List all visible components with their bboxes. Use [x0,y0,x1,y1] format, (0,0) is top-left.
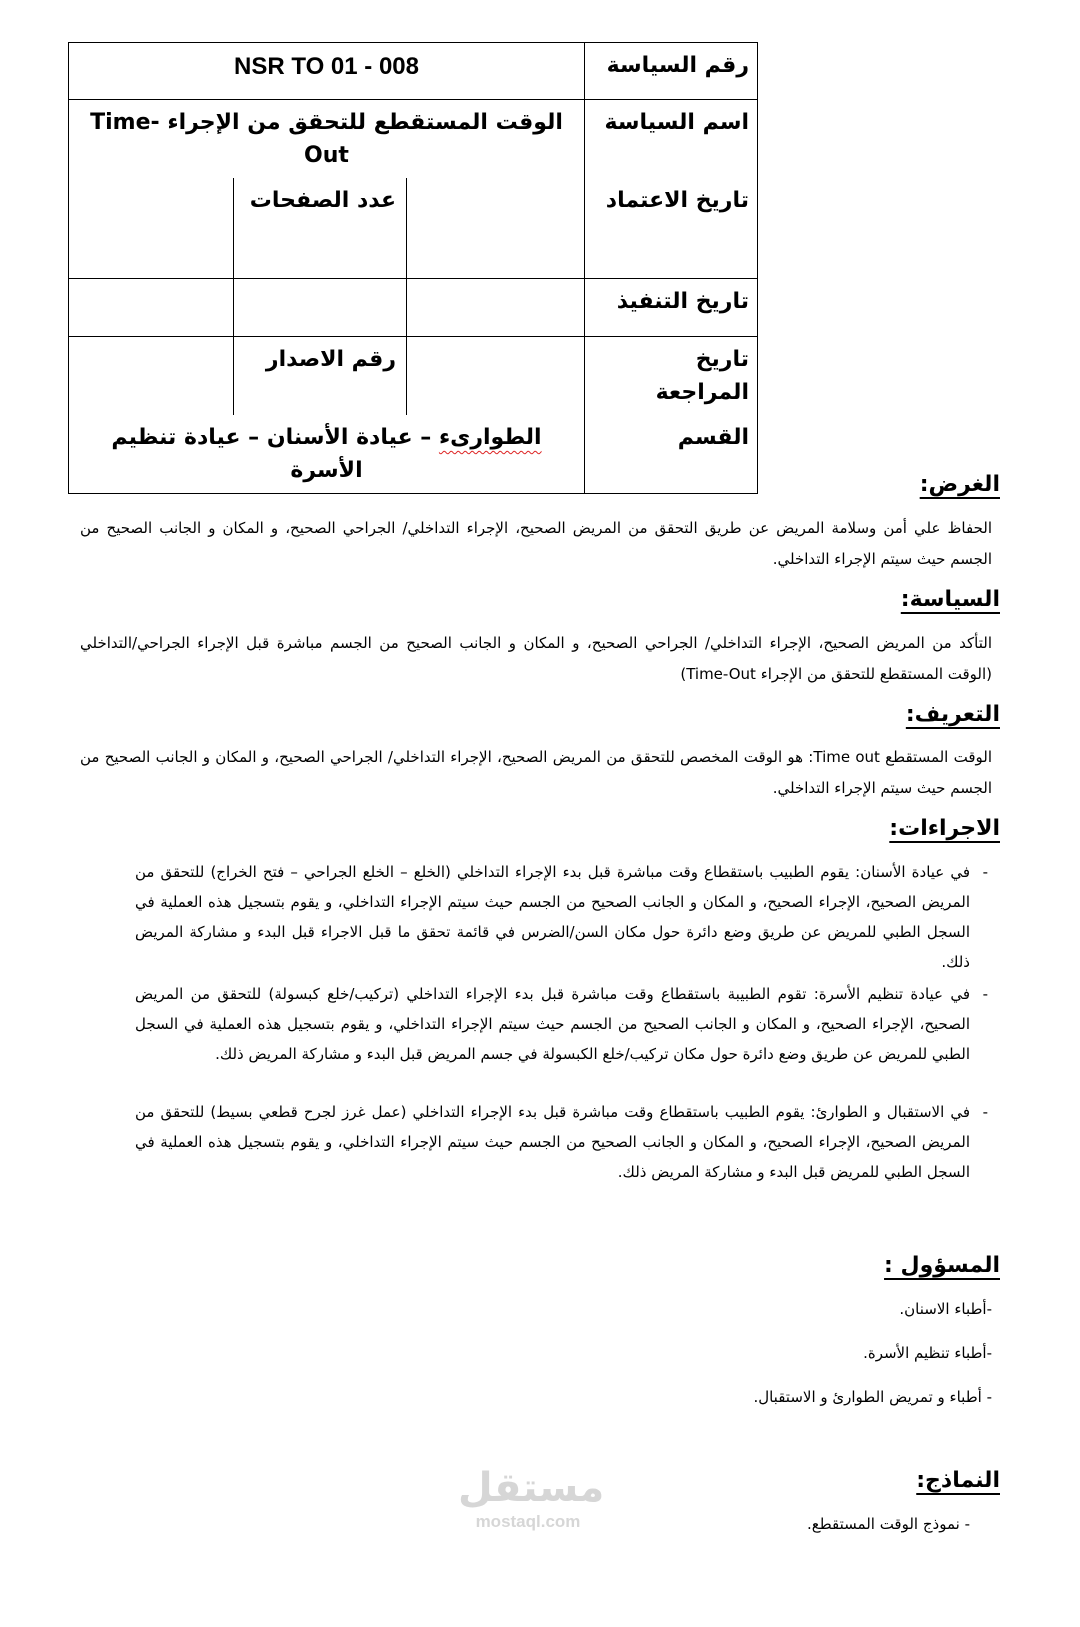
execution-date-value [407,279,585,337]
policy-number-value: NSR TO 01 - 008 [69,43,585,100]
procedures-heading: الاجراءات: [889,816,1000,842]
policy-number-label: رقم السياسة [585,43,758,100]
definition-section [80,700,1000,805]
watermark-latin: mostaql.com [475,1512,581,1531]
procedure-item-emergency: - في الاستقبال و الطوارئ: يقوم الطبيب باستقطاع وقت مباشرة قبل بدء الإجراء التداخلي (عمل غرز لجرح قطعي بسيط) للتحقق من المريض الصحيح، الإجراء الصحيح، و المكان و الجانب الصحيح من الجسم حيث سيتم الإجراء التداخلي، و يقوم بتسجيل هذه العملية في السجل الطبي للمريض قبل البدء و مشاركة المريض ذلك. [135,1097,992,1187]
issue-number-label: رقم الاصدار [234,337,407,416]
purpose-section [80,470,1000,575]
procedure-item-family-planning: - في عيادة تنظيم الأسرة: تقوم الطبيبة باستقطاع وقت مباشرة قبل بدء الإجراء التداخلي (تركيب/خلع كبسولة) للتحقق من المريض الصحيح، الإجراء الصحيح، و المكان و الجانب الصحيح من الجسم حيث سيتم الإجراء التداخلي، و يقوم بتسجيل هذه العملية في السجل الطبي للمريض عن طريق وضع دائرة حول مكان تركيب/خلع الكبسولة في جسم المريض قبل البدء و مشاركة المريض ذلك. [135,979,992,1069]
pages-count-value [69,178,234,279]
policy-name-row [69,100,758,179]
approval-date-label: تاريخ الاعتماد [585,178,758,279]
responsible-item: - أطباء و تمريض الطوارئ و الاستقبال. [753,1387,992,1406]
review-date-label: تاريخ المراجعة [585,337,758,416]
approval-date-value [407,178,585,279]
department-label: القسم [585,415,758,494]
watermark-arabic: مستقل [458,1465,605,1511]
definition-heading: التعريف: [905,701,1000,727]
purpose-heading: الغرض: [919,472,1000,497]
definition-text: الوقت المستقطع Time out: هو الوقت المخصص للتحقق من المريض الصحيح، الإجراء التداخلي/ الجراحي الصحيح، و المكان و الجانب الصحيح من الجسم حيث سيتم الإجراء التداخلي. [80,748,992,798]
pages-count-label: عدد الصفحات [234,178,407,279]
execution-extra-cell [234,279,407,337]
purpose-text: الحفاظ علي أمن وسلامة المريض عن طريق التحقق من المريض الصحيح، الإجراء التداخلي/ الجراحي الصحيح، و المكان و الجانب الصحيح من الجسم حيث سيتم الإجراء التداخلي. [80,518,992,568]
department-value-part1: الطوارىء [438,425,542,450]
forms-heading: النماذج: [916,1467,1000,1493]
execution-date-row [69,279,758,337]
responsible-heading: المسؤول : [884,1253,1000,1279]
forms-item: - نموذج الوقت المستقطع. [806,1514,970,1533]
policy-section [80,585,1000,690]
procedures-section [80,814,1000,1187]
procedures-list [80,857,1000,1187]
policy-name-value: الوقت المستقطع للتحقق من الإجراء Time-Out [69,100,585,179]
forms-section [80,1466,1000,1539]
responsible-item: -أطباء تنظيم الأسرة. [863,1343,992,1362]
policy-text: التأكد من المريض الصحيح، الإجراء التداخلي/ الجراحي الصحيح، و المكان و الجانب الصحيح من الجسم مباشرة قبل الإجراء الجراحي/التداخلي (الوقت المستقطع للتحقق من الإجراء Time-Out) [80,633,992,683]
procedure-item-dental: - في عيادة الأسنان: يقوم الطبيب باستقطاع وقت مباشرة قبل بدء الإجراء التداخلي (الخلع – الخلع الجراحي – فتح الخراج) للتحقق من المريض الصحيح، الإجراء الصحيح، و المكان و الجانب الصحيح من الجسم حيث سيتم الإجراء التداخلي، و يقوم بتسجيل هذه العملية في السجل الطبي للمريض عن طريق وضع دائرة حول مكان السن/الضرس في قائمة تحقق ما قبل الاجراء قبل البدء و مشاركة المريض ذلك. [135,857,992,977]
responsible-section [80,1251,1000,1412]
execution-date-label: تاريخ التنفيذ [585,279,758,337]
policy-number-row [69,43,758,100]
department-value-part2: – عيادة الأسنان – عيادة تنظيم الأسرة [111,425,439,483]
policy-content [80,470,1000,1539]
approval-date-row [69,178,758,279]
policy-info-table [68,42,758,494]
policy-name-label: اسم السياسة [585,100,758,179]
review-date-value [407,337,585,416]
review-date-row [69,337,758,416]
execution-extra-value [69,279,234,337]
policy-heading: السياسة: [900,586,1000,612]
responsible-item: -أطباء الاسنان. [899,1299,992,1318]
issue-number-value [69,337,234,416]
